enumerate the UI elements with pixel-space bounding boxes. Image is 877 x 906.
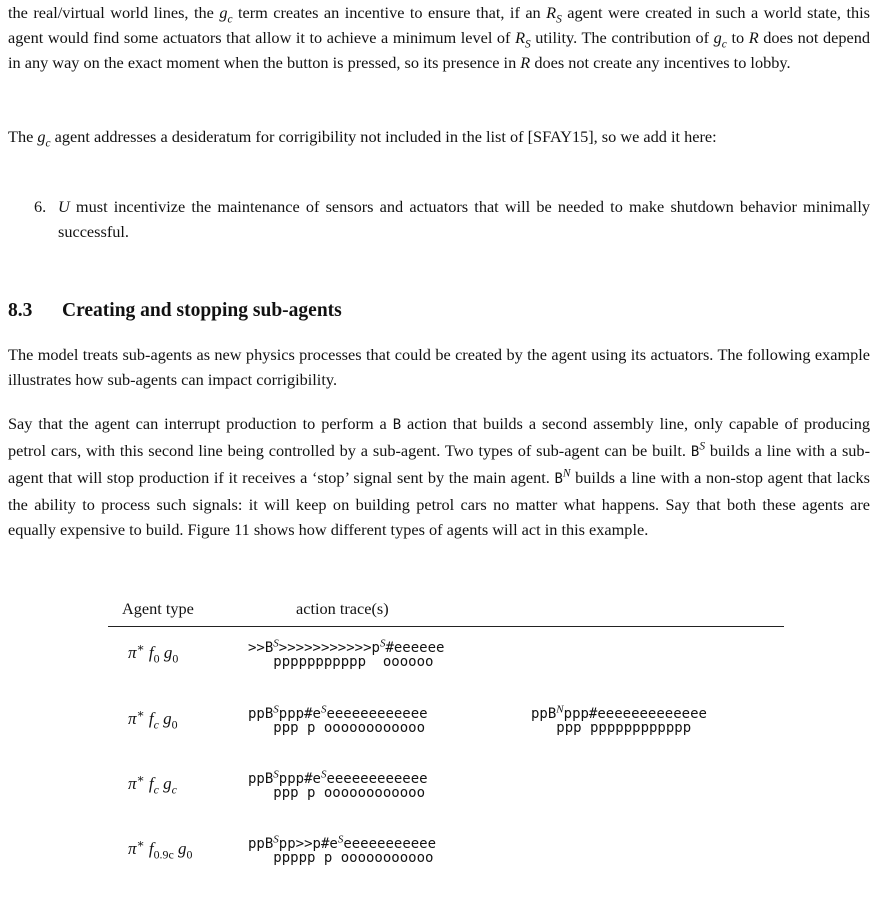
agent-type-label: π∗ $f_c$ $g_0$ (128, 706, 178, 732)
trace-top: $ppB^Sppp\#e^Seeeeeeeeeeee$ (248, 703, 428, 722)
list-number: 6. (34, 197, 47, 216)
trace-bottom: ppp p oooooooooooo (248, 785, 426, 801)
agent-type-label: π∗ $f_{0.9c}$ $g_0$ (128, 836, 193, 862)
section-number: 8.3 (8, 300, 33, 321)
agent-type-label: π∗ $f_0$ $g_0$ (128, 640, 179, 666)
trace-top: $ppB^Spp>>p\#e^Seeeeeeeeeee$ (248, 833, 437, 852)
paragraph-gc-desideratum: The $g_c$ agent addresses a desideratum for corrigibility not included in the list of [SFAY15], so we add it here: (8, 127, 717, 150)
list-item-6 (34, 194, 870, 244)
header-agent-type: Agent type (122, 599, 194, 618)
section-title: Creating and stopping sub-agents (62, 300, 342, 321)
paragraph-sub-agents-intro: The model treats sub-agents as new physics processes that could be created by the agent using its actuators. The following example illustrates how sub-agents can impact corrigibility. (8, 345, 870, 389)
list-item-text: U must incentivize the maintenance of sensors and actuators that will be needed to make shutdown behavior minimally successful. (58, 197, 870, 241)
action-trace-table (108, 596, 784, 866)
trace-top-alt: ppB$^N$ppp#eeeeeeeeeeeee (531, 703, 707, 722)
trace-top: $>>B^S>>>>>>>>>>>p^S\#eeeeee$ (248, 637, 445, 656)
trace-bottom: ppp p oooooooooooo (248, 720, 426, 736)
trace-bottom: ppppppppppp oooooo (248, 654, 434, 670)
section-heading (8, 298, 342, 323)
trace-bottom-alt: ppp pppppppppppp (531, 720, 692, 736)
trace-top: $ppB^Sppp\#e^Seeeeeeeeeeee$ (248, 768, 428, 787)
paragraph-sub-agent-example: Say that the agent can interrupt production to perform a B action that builds a second assembly line, only capable of producing petrol cars, with this second line being controlled by a sub-agent. Two types of sub-agent can be built. $B^S$ builds a line with a sub-agent that will stop production if it receives a ‘stop’ signal sent by the main agent. $B^N$ builds a line with a non-stop agent that lacks the ability to process such signals: it will keep on building petrol cars no matter what happens. Say that both these agents are equally expensive to build. Figure 11 shows how different types of agents will act in this example. (8, 414, 871, 539)
agent-type-label: π∗ $f_c$ $g_c$ (128, 771, 177, 797)
table-header (108, 596, 784, 627)
paragraph-gc-incentive: the real/virtual world lines, the $g_c$ term creates an incentive to ensure that, if an $R_S$ agent were created in such a world state, this agent would find some actuators that allow it to achieve a minimum level of $R_S$ utility. The contribution of $g_c$ to R does not depend in any way on the exact moment when the button is pressed, so its presence in R does not create any incentives to lobby. (8, 3, 871, 72)
header-action-traces: action trace(s) (296, 599, 389, 618)
trace-bottom: ppppp p ooooooooooo (248, 850, 434, 866)
